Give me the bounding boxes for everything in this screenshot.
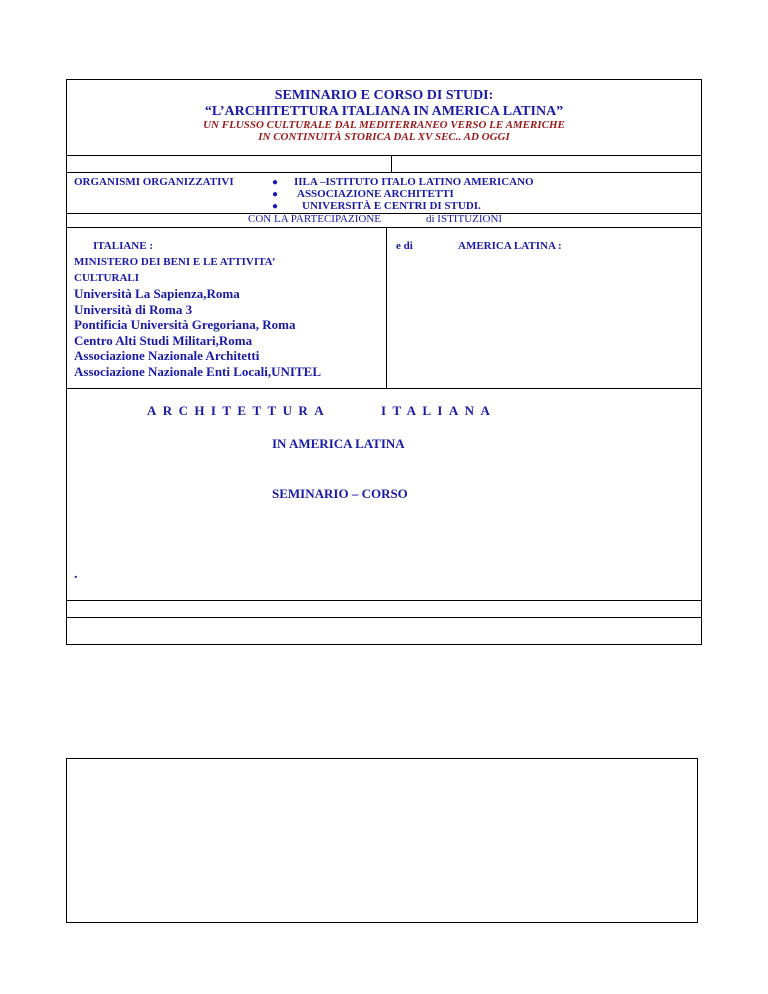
latin-connector: e di (396, 240, 413, 252)
institution-item: Associazione Nazionale Enti Locali,UNITEL (74, 363, 322, 379)
organizer-item: UNIVERSITÀ E CENTRI DI STUDI. (302, 200, 481, 212)
rule-after-header (66, 155, 702, 156)
rule-after-participation (66, 227, 702, 228)
architecture-word: ARCHITETTURA (147, 403, 330, 418)
institution-item: Università La Sapienza,Roma (74, 286, 240, 301)
split-row-divider (391, 155, 392, 172)
rule-lower-1 (66, 600, 702, 601)
institutions-divider (386, 227, 387, 388)
organizer-item: ASSOCIAZIONE ARCHITETTI (297, 188, 454, 200)
institution-item: MINISTERO DEI BENI E LE ATTIVITA’ (74, 256, 276, 268)
participation-label: CON LA PARTECIPAZIONE (248, 213, 381, 225)
bullet-icon: ● (272, 189, 279, 200)
organizer-item: IILA –ISTITUTO ITALO LATINO AMERICANO (294, 176, 534, 188)
bullet-icon: ● (272, 201, 279, 212)
institution-item: CULTURALI (74, 271, 140, 284)
subtitle-line-2: IN CONTINUITÀ STORICA DAL XV SEC.. AD OGGI (258, 131, 510, 143)
rule-after-split-row (66, 172, 702, 173)
rule-lower-2 (66, 617, 702, 618)
organizers-label: ORGANISMI ORGANIZZATIVI (74, 176, 234, 188)
seminario-corso-line: SEMINARIO – CORSO (272, 486, 408, 501)
stray-dot: . (74, 567, 78, 582)
america-latina-line: IN AMERICA LATINA (272, 436, 405, 451)
institution-item: Centro Alti Studi Militari,Roma (74, 332, 253, 348)
title-line-1: SEMINARIO E CORSO DI STUDI: (274, 88, 494, 103)
italiana-word: ITALIANA (381, 403, 497, 418)
institution-item: Associazione Nazionale Architetti (74, 348, 260, 363)
title-line-2: “L’ARCHITETTURA ITALIANA IN AMERICA LATINA” (204, 104, 564, 119)
latin-heading: AMERICA LATINA : (458, 240, 562, 252)
italian-heading: ITALIANE : (93, 240, 154, 252)
rule-before-participation (66, 213, 702, 214)
rule-after-institutions (66, 388, 702, 389)
empty-notes-box (66, 758, 698, 923)
bullet-icon: ● (272, 177, 279, 188)
institution-item: Pontificia Università Gregoriana, Roma (74, 317, 296, 332)
institution-item: Università di Roma 3 (74, 301, 193, 317)
italian-institutions-list (74, 255, 321, 379)
subtitle-line-1: UN FLUSSO CULTURALE DAL MEDITERRANEO VERSO LE AMERICHE (203, 119, 565, 131)
participation-suffix: di ISTITUZIONI (426, 213, 503, 225)
